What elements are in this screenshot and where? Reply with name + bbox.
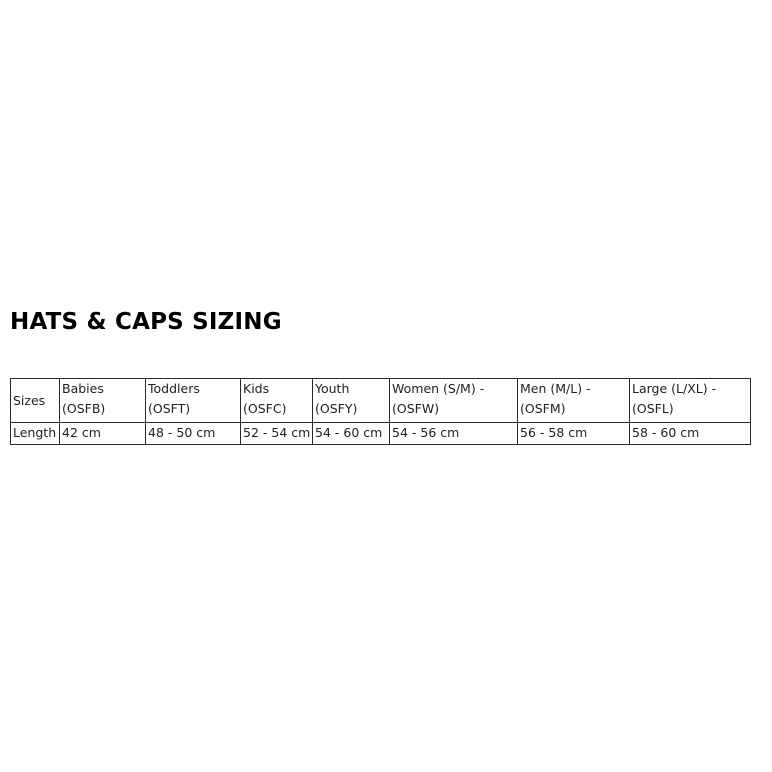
size-name: Toddlers xyxy=(148,381,200,396)
size-header-cell xyxy=(60,379,146,423)
sizes-header-cell: Sizes xyxy=(11,379,60,423)
size-code: (OSFC) xyxy=(243,401,287,416)
size-code: (OSFL) xyxy=(632,401,674,416)
length-value-cell: 52 - 54 cm xyxy=(241,423,313,445)
size-header-cell xyxy=(518,379,630,423)
size-name: Large (L/XL) - xyxy=(632,381,717,396)
size-code: (OSFW) xyxy=(392,401,440,416)
length-row xyxy=(11,423,751,445)
size-header-cell xyxy=(630,379,751,423)
length-value-cell: 42 cm xyxy=(60,423,146,445)
size-header-cell xyxy=(146,379,241,423)
length-value-cell: 48 - 50 cm xyxy=(146,423,241,445)
header-row xyxy=(11,379,751,423)
size-code: (OSFY) xyxy=(315,401,358,416)
length-value-cell: 56 - 58 cm xyxy=(518,423,630,445)
length-value-cell: 54 - 56 cm xyxy=(390,423,518,445)
size-name: Women (S/M) - xyxy=(392,381,485,396)
size-header-cell xyxy=(241,379,313,423)
length-value-cell: 58 - 60 cm xyxy=(630,423,751,445)
page-title: HATS & CAPS SIZING xyxy=(10,309,282,335)
size-header-cell xyxy=(390,379,518,423)
length-value-cell: 54 - 60 cm xyxy=(313,423,390,445)
size-name: Men (M/L) - xyxy=(520,381,591,396)
size-name: Babies xyxy=(62,381,104,396)
size-name: Kids xyxy=(243,381,270,396)
size-header-cell xyxy=(313,379,390,423)
size-chart-table xyxy=(10,378,751,445)
size-code: (OSFT) xyxy=(148,401,191,416)
length-label-cell: Length xyxy=(11,423,60,445)
size-code: (OSFB) xyxy=(62,401,106,416)
size-name: Youth xyxy=(315,381,350,396)
size-code: (OSFM) xyxy=(520,401,566,416)
